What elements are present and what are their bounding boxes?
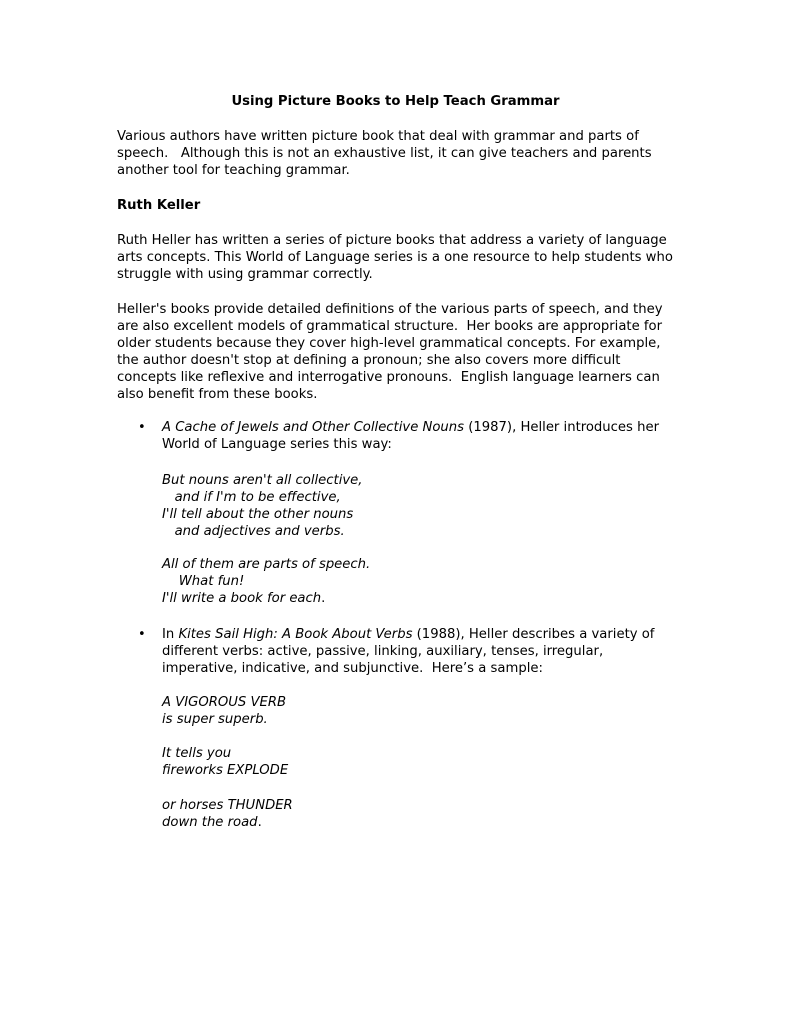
- bullet-icon: •: [138, 627, 146, 642]
- poem-line-text: I'll write a book for each: [162, 591, 322, 606]
- bullet-item-2: [162, 626, 682, 677]
- paragraph-line: the author doesn't stop at defining a pronoun; she also covers more difficult: [117, 353, 621, 368]
- poem-line: is super superb.: [162, 712, 268, 727]
- section-heading: Ruth Keller: [117, 198, 201, 213]
- intro-line: speech. Although this is not an exhaustive list, it can give teachers and parents: [117, 146, 652, 161]
- poem-2-stanza-3: [162, 797, 293, 831]
- bullet-line: [162, 626, 682, 643]
- poem-2-stanza-1: [162, 694, 286, 728]
- paragraph-line: Ruth Heller has written a series of picture books that address a variety of language: [117, 233, 667, 248]
- intro-paragraph: [117, 128, 677, 179]
- poem-line: What fun!: [162, 574, 245, 589]
- poem-line: [162, 814, 293, 831]
- poem-line: A VIGOROUS VERB: [162, 695, 287, 710]
- paragraph-line: older students because they cover high-level grammatical concepts. For example,: [117, 336, 661, 351]
- poem-line: [162, 590, 370, 607]
- poem-line: or horses THUNDER: [162, 798, 293, 813]
- paragraph-line: are also excellent models of grammatical structure. Her books are appropriate for: [117, 319, 663, 334]
- poem-line: It tells you: [162, 746, 232, 761]
- poem-line: and adjectives and verbs.: [162, 524, 345, 539]
- document-title: Using Picture Books to Help Teach Grammar: [231, 94, 560, 109]
- book-title: A Cache of Jewels and Other Collective Nouns: [162, 420, 465, 435]
- bullet-item-1: [162, 419, 682, 453]
- bullet-line: [162, 419, 682, 436]
- poem-1-stanza-2: [162, 556, 370, 607]
- poem-1-stanza-1: [162, 472, 363, 540]
- paragraph-1: [117, 232, 677, 283]
- paragraph-line: concepts like reflexive and interrogative pronouns. English language learners can: [117, 370, 660, 385]
- paragraph-2: [117, 301, 677, 403]
- bullet-line: different verbs: active, passive, linking, auxiliary, tenses, irregular,: [162, 644, 604, 659]
- poem-line: But nouns aren't all collective,: [162, 473, 363, 488]
- poem-2-stanza-2: [162, 745, 288, 779]
- poem-line: All of them are parts of speech.: [162, 557, 371, 572]
- paragraph-line: struggle with using grammar correctly.: [117, 267, 373, 282]
- bullet-line: World of Language series this way:: [162, 437, 392, 452]
- paragraph-line: also benefit from these books.: [117, 387, 318, 402]
- bullet-line-text: (1987), Heller introduces her: [464, 420, 659, 435]
- paragraph-line: Heller's books provide detailed definitions of the various parts of speech, and they: [117, 302, 663, 317]
- book-title: Kites Sail High: A Book About Verbs: [178, 627, 413, 642]
- bullet-prefix: In: [162, 627, 179, 642]
- poem-line: fireworks EXPLODE: [162, 763, 289, 778]
- bullet-line: imperative, indicative, and subjunctive. Here’s a sample:: [162, 661, 543, 676]
- bullet-line-text: (1988), Heller describes a variety of: [412, 627, 655, 642]
- poem-period: .: [257, 815, 262, 830]
- poem-line: and if I'm to be effective,: [162, 490, 341, 505]
- paragraph-line: arts concepts. This World of Language series is a one resource to help students who: [117, 250, 673, 265]
- poem-line: I'll tell about the other nouns: [162, 507, 354, 522]
- poem-line-text: down the road: [162, 815, 258, 830]
- intro-line: Various authors have written picture book that deal with grammar and parts of: [117, 129, 639, 144]
- bullet-icon: •: [138, 420, 146, 435]
- intro-line: another tool for teaching grammar.: [117, 163, 350, 178]
- poem-period: .: [321, 591, 326, 606]
